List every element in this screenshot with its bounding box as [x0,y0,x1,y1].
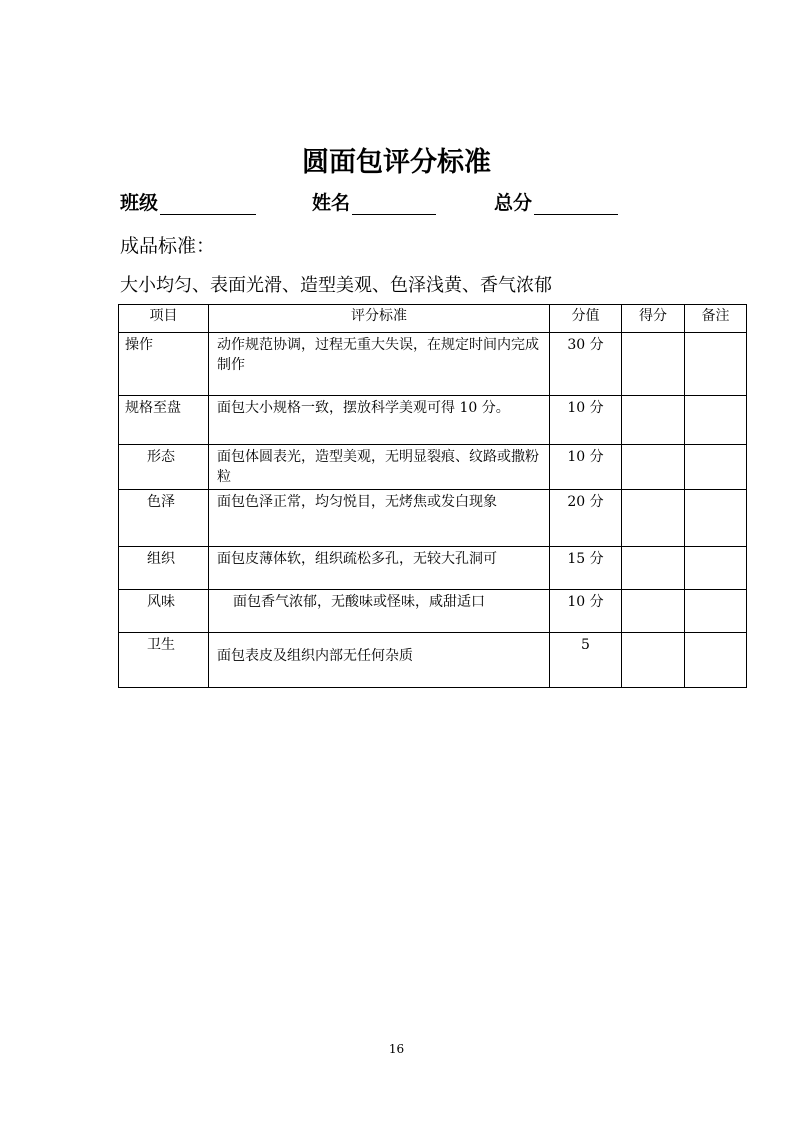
row-item: 形态 [119,445,209,490]
score-table [118,304,747,688]
row-criteria: 面包皮薄体软，组织疏松多孔，无较大孔洞可 [209,547,550,590]
row-value: 10 分 [550,590,622,633]
row-item: 风味 [119,590,209,633]
row-value: 10 分 [550,445,622,490]
row-criteria: 动作规范协调，过程无重大失误，在规定时间内完成制作 [209,333,550,396]
name-label: 姓名 [312,192,351,214]
row-score [622,633,685,688]
row-value: 5 [550,633,622,688]
header-criteria: 评分标准 [209,305,550,333]
row-note [685,333,747,396]
table-header-row [119,305,747,333]
header-item: 项目 [119,305,209,333]
class-field [120,188,256,215]
page-title: 圆面包评分标准 [302,147,491,178]
table-row [119,590,747,633]
row-note [685,547,747,590]
row-note [685,490,747,547]
table-row [119,333,747,396]
row-value: 20 分 [550,490,622,547]
table-row [119,633,747,688]
row-criteria: 面包色泽正常，均匀悦目，无烤焦或发白现象 [209,490,550,547]
class-label: 班级 [120,192,159,214]
table-row [119,445,747,490]
page-number: 16 [388,1042,405,1056]
row-score [622,547,685,590]
table-row [119,396,747,445]
header-score: 得分 [622,305,685,333]
total-blank [534,195,618,215]
name-blank [352,195,436,215]
row-item: 卫生 [119,633,209,688]
class-blank [160,195,256,215]
header-value: 分值 [550,305,622,333]
row-criteria: 面包香气浓郁，无酸味或怪味，咸甜适口 [209,590,550,633]
row-score [622,445,685,490]
total-field [494,188,618,215]
row-value: 10 分 [550,396,622,445]
row-note [685,445,747,490]
row-value: 30 分 [550,333,622,396]
row-score [622,396,685,445]
header-note: 备注 [685,305,747,333]
row-score [622,333,685,396]
row-note [685,396,747,445]
row-note [685,633,747,688]
row-criteria: 面包体圆表光，造型美观，无明显裂痕、纹路或撒粉粒 [209,445,550,490]
section-label: 成品标准： [120,235,216,257]
row-item: 操作 [119,333,209,396]
row-value: 15 分 [550,547,622,590]
row-score [622,590,685,633]
row-note [685,590,747,633]
standard-text: 大小均匀、表面光滑、造型美观、色泽浅黄、香气浓郁 [120,275,552,296]
table-row [119,547,747,590]
row-item: 规格至盘 [119,396,209,445]
row-item: 组织 [119,547,209,590]
name-field [312,188,436,215]
row-criteria: 面包大小规格一致，摆放科学美观可得 10 分。 [209,396,550,445]
row-criteria: 面包表皮及组织内部无任何杂质 [209,633,550,688]
total-label: 总分 [494,192,533,214]
row-score [622,490,685,547]
row-item: 色泽 [119,490,209,547]
table-row [119,490,747,547]
